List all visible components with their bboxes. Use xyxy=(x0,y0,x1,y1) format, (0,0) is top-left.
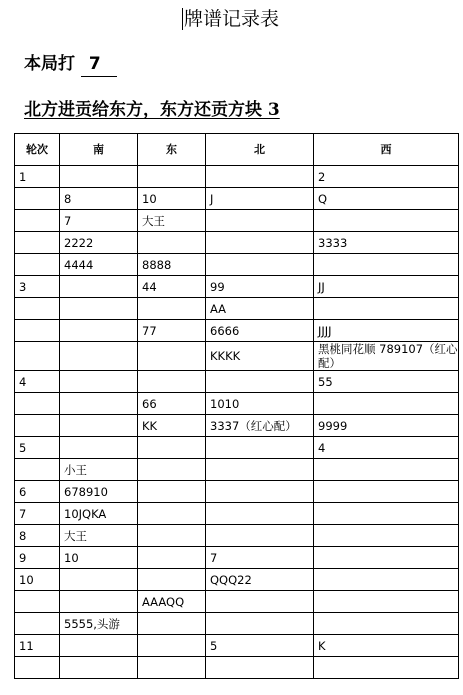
cell-west[interactable] xyxy=(314,613,459,635)
cell-round[interactable]: 9 xyxy=(15,547,60,569)
table-header-row xyxy=(15,134,459,166)
cell-north[interactable] xyxy=(206,613,314,635)
cell-east[interactable] xyxy=(138,342,206,371)
cell-round[interactable] xyxy=(15,613,60,635)
table-row xyxy=(15,547,459,569)
cell-south[interactable] xyxy=(60,415,138,437)
cell-east[interactable] xyxy=(138,525,206,547)
cell-south[interactable] xyxy=(60,276,138,298)
table-row xyxy=(15,503,459,525)
cell-north[interactable]: 99 xyxy=(206,276,314,298)
cell-east[interactable]: 44 xyxy=(138,276,206,298)
cell-round[interactable] xyxy=(15,188,60,210)
cell-west[interactable] xyxy=(314,459,459,481)
cell-round[interactable] xyxy=(15,210,60,232)
cell-west[interactable]: K xyxy=(314,635,459,657)
table-row xyxy=(15,635,459,657)
cell-round[interactable]: 7 xyxy=(15,503,60,525)
cell-north[interactable] xyxy=(206,254,314,276)
cell-south[interactable] xyxy=(60,342,138,371)
cell-north[interactable] xyxy=(206,525,314,547)
cell-north[interactable] xyxy=(206,210,314,232)
cell-round[interactable] xyxy=(15,591,60,613)
cell-round[interactable] xyxy=(15,254,60,276)
cell-north[interactable]: KKKK xyxy=(206,342,314,371)
cell-south[interactable] xyxy=(60,393,138,415)
cell-south[interactable] xyxy=(60,657,138,679)
table-row xyxy=(15,437,459,459)
cell-east[interactable]: 77 xyxy=(138,320,206,342)
cell-west[interactable]: 55 xyxy=(314,371,459,393)
cell-round[interactable] xyxy=(15,342,60,371)
header-east: 东 xyxy=(138,134,206,166)
cell-west[interactable]: JJJJ xyxy=(314,320,459,342)
cell-south[interactable]: 8 xyxy=(60,188,138,210)
cell-west[interactable] xyxy=(314,298,459,320)
table-row xyxy=(15,657,459,679)
table-row xyxy=(15,188,459,210)
cell-east[interactable]: 8888 xyxy=(138,254,206,276)
cell-east[interactable]: AAAQQ xyxy=(138,591,206,613)
cell-west[interactable]: JJ xyxy=(314,276,459,298)
cell-round[interactable] xyxy=(15,393,60,415)
cell-round[interactable]: 1 xyxy=(15,166,60,188)
cell-south[interactable] xyxy=(60,371,138,393)
cell-west[interactable] xyxy=(314,591,459,613)
cell-west[interactable]: 3333 xyxy=(314,232,459,254)
cell-round[interactable]: 6 xyxy=(15,481,60,503)
card-record-table xyxy=(14,133,459,679)
table-row xyxy=(15,320,459,342)
cell-south[interactable] xyxy=(60,320,138,342)
table-row xyxy=(15,232,459,254)
cell-west[interactable]: 9999 xyxy=(314,415,459,437)
cell-south[interactable]: 678910 xyxy=(60,481,138,503)
cell-south[interactable] xyxy=(60,569,138,591)
cell-north[interactable]: 3337（红心配） xyxy=(206,415,314,437)
cell-west[interactable]: 2 xyxy=(314,166,459,188)
round-label: 本局打 xyxy=(24,54,75,74)
cell-round[interactable] xyxy=(15,298,60,320)
cell-round[interactable]: 10 xyxy=(15,569,60,591)
round-line xyxy=(24,52,117,77)
cell-north[interactable]: AA xyxy=(206,298,314,320)
header-north: 北 xyxy=(206,134,314,166)
cell-east[interactable] xyxy=(138,569,206,591)
cell-south[interactable] xyxy=(60,298,138,320)
cell-west[interactable]: 4 xyxy=(314,437,459,459)
header-west: 西 xyxy=(314,134,459,166)
cell-north[interactable] xyxy=(206,166,314,188)
cell-east[interactable] xyxy=(138,166,206,188)
table-row xyxy=(15,415,459,437)
cell-north[interactable] xyxy=(206,437,314,459)
cell-east[interactable] xyxy=(138,613,206,635)
cell-north[interactable]: 6666 xyxy=(206,320,314,342)
cell-east[interactable] xyxy=(138,459,206,481)
table-row xyxy=(15,459,459,481)
cell-south[interactable]: 10 xyxy=(60,547,138,569)
cell-round[interactable]: 5 xyxy=(15,437,60,459)
round-number[interactable]: 7 xyxy=(81,52,117,77)
cell-east[interactable] xyxy=(138,298,206,320)
table-body xyxy=(15,166,459,679)
cell-west[interactable] xyxy=(314,393,459,415)
cell-east[interactable] xyxy=(138,481,206,503)
cell-east[interactable] xyxy=(138,232,206,254)
table-row xyxy=(15,525,459,547)
cell-west[interactable] xyxy=(314,254,459,276)
cell-round[interactable] xyxy=(15,657,60,679)
cell-north[interactable] xyxy=(206,591,314,613)
table-row xyxy=(15,210,459,232)
cell-east[interactable] xyxy=(138,503,206,525)
cell-south[interactable]: 10JQKA xyxy=(60,503,138,525)
table-row xyxy=(15,481,459,503)
document-title: 牌谱记录表 xyxy=(183,8,279,30)
cell-north[interactable] xyxy=(206,232,314,254)
cell-south[interactable] xyxy=(60,591,138,613)
cell-south[interactable]: 2222 xyxy=(60,232,138,254)
cell-west[interactable] xyxy=(314,503,459,525)
cell-west[interactable] xyxy=(314,657,459,679)
table-row xyxy=(15,569,459,591)
cell-round[interactable]: 8 xyxy=(15,525,60,547)
table-row xyxy=(15,393,459,415)
header-south: 南 xyxy=(60,134,138,166)
cell-east[interactable]: 大王 xyxy=(138,210,206,232)
table-row xyxy=(15,371,459,393)
table-row xyxy=(15,276,459,298)
cell-north[interactable] xyxy=(206,371,314,393)
cell-south[interactable]: 大王 xyxy=(60,525,138,547)
cell-east[interactable] xyxy=(138,547,206,569)
table-row xyxy=(15,613,459,635)
header-round: 轮次 xyxy=(15,134,60,166)
table-row xyxy=(15,298,459,320)
table-row xyxy=(15,591,459,613)
cell-east[interactable] xyxy=(138,657,206,679)
cell-round[interactable] xyxy=(15,232,60,254)
cell-south[interactable] xyxy=(60,437,138,459)
cell-south[interactable]: 5555,头游 xyxy=(60,613,138,635)
table-row xyxy=(15,166,459,188)
cell-north[interactable]: 7 xyxy=(206,547,314,569)
cell-round[interactable] xyxy=(15,459,60,481)
cell-north[interactable] xyxy=(206,503,314,525)
cell-round[interactable]: 3 xyxy=(15,276,60,298)
cell-west[interactable]: Q xyxy=(314,188,459,210)
cell-west[interactable]: 黑桃同花顺 789107（红心配） xyxy=(314,342,459,371)
cell-south[interactable]: 4444 xyxy=(60,254,138,276)
cell-west[interactable] xyxy=(314,569,459,591)
cell-north[interactable] xyxy=(206,657,314,679)
cell-round[interactable] xyxy=(15,415,60,437)
cell-west[interactable] xyxy=(314,210,459,232)
cell-east[interactable] xyxy=(138,371,206,393)
cell-east[interactable]: 10 xyxy=(138,188,206,210)
cell-north[interactable]: QQQ22 xyxy=(206,569,314,591)
cell-south[interactable]: 小王 xyxy=(60,459,138,481)
cell-west[interactable] xyxy=(314,525,459,547)
cell-south[interactable] xyxy=(60,635,138,657)
cell-east[interactable] xyxy=(138,437,206,459)
cell-east[interactable]: 66 xyxy=(138,393,206,415)
cell-west[interactable] xyxy=(314,481,459,503)
cell-north[interactable]: 1010 xyxy=(206,393,314,415)
cell-round[interactable] xyxy=(15,320,60,342)
cell-south[interactable] xyxy=(60,166,138,188)
cell-north[interactable]: 5 xyxy=(206,635,314,657)
cell-round[interactable]: 11 xyxy=(15,635,60,657)
table-row xyxy=(15,254,459,276)
cell-north[interactable]: J xyxy=(206,188,314,210)
cell-east[interactable]: KK xyxy=(138,415,206,437)
tribute-note: 北方进贡给东方，东方还贡方块 3 xyxy=(24,100,280,120)
cell-west[interactable] xyxy=(314,547,459,569)
cell-round[interactable]: 4 xyxy=(15,371,60,393)
cell-north[interactable] xyxy=(206,481,314,503)
cell-south[interactable]: 7 xyxy=(60,210,138,232)
table-row xyxy=(15,342,459,371)
cell-north[interactable] xyxy=(206,459,314,481)
text-cursor xyxy=(182,8,183,30)
cell-east[interactable] xyxy=(138,635,206,657)
